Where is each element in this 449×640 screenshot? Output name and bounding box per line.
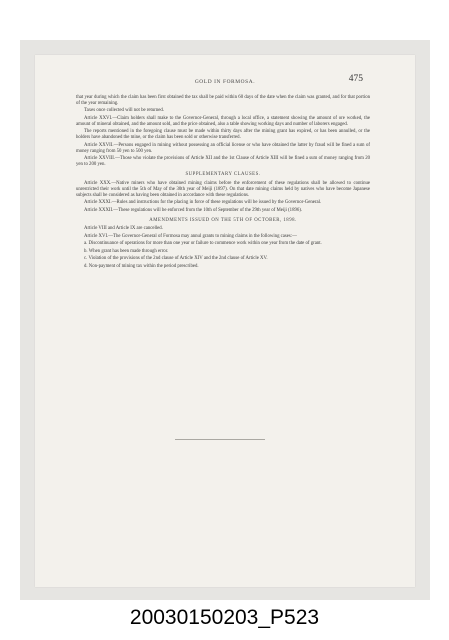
- page-number: 475: [348, 74, 363, 84]
- paragraph: Article XXVII.—Persons engaged in mining without possessing an official license or who have obtained the latter by fraud will be fined a sum of money ranging from 50 yen to 500 yen.: [76, 142, 370, 154]
- end-rule: [175, 439, 265, 440]
- running-head: GOLD IN FORMOSA.: [194, 79, 256, 85]
- image-caption: 20030150203_P523: [129, 606, 320, 629]
- paragraph: Article VIII and Article IX are cancelled.: [84, 226, 163, 232]
- paragraph: Article XVI.—The Governor-General of Formosa may annul grants to mining claims in the following cases:—: [84, 233, 297, 239]
- body-text: [76, 95, 370, 271]
- paragraph: Taxes once collected will not be returned.: [84, 108, 164, 114]
- paragraph: The reports mentioned in the foregoing clause must be made within thirty days after the mining grant has expired, or has been annulled, or the holders have abandoned the mine, or the claim has been sold or otherwise transferred.: [76, 129, 370, 141]
- paragraph: Article XXVI.—Claim holders shall make to the Governor-General, through a local office, a statement showing the amount of ore worked, the amount of mineral obtained, and the amount sold, and the price obtained, also a table showing working days and number of laborers engaged.: [76, 115, 370, 127]
- paragraph: Article XXX.—Native miners who have obtained mining claims before the enforcement of these regulations shall be allowed to continue unrestricted their work until the 5th of May of the 30th year of Meiji (1897). On that date mining claims held by natives who have become Japanese subjects shall be considered as having been obtained in accordance with these regulations.: [76, 180, 370, 198]
- list-item: a. Discontinuance of operations for more than one year or failure to commence work within one year from the date of grant.: [84, 241, 322, 247]
- paragraph: that year during which the claim has been first obtained the tax shall be paid within 60 days of the date when the claim was granted, and for that portion of the year remaining.: [76, 95, 370, 106]
- list-item: b. When grant has been made through error.: [84, 248, 169, 254]
- section-heading-amendments: AMENDMENTS ISSUED ON THE 5TH OF OCTOBER, 1898.: [149, 217, 297, 223]
- paragraph: Article XXVIII.—Those who violate the provisions of Article XII and the 1st Clause of Article XIII will be fined a sum of money ranging from 20 yen to 200 yen.: [76, 156, 370, 168]
- paragraph: Article XXXI.—Rules and instructions for the placing in force of these regulations will be issued by the Governor-General.: [84, 200, 322, 206]
- list-item: c. Violation of the provisions of the 2nd clause of Article XIV and the 2nd clause of Article XV.: [84, 256, 268, 262]
- paragraph: Article XXXII.—These regulations will be enforced from the 10th of September of the 29th year of Meiji (1896).: [84, 207, 303, 213]
- section-heading-supplementary: SUPPLEMENTARY CLAUSES.: [185, 171, 261, 177]
- document-page: [35, 55, 415, 587]
- list-item: d. Non-payment of mining tax within the period prescribed.: [84, 263, 199, 269]
